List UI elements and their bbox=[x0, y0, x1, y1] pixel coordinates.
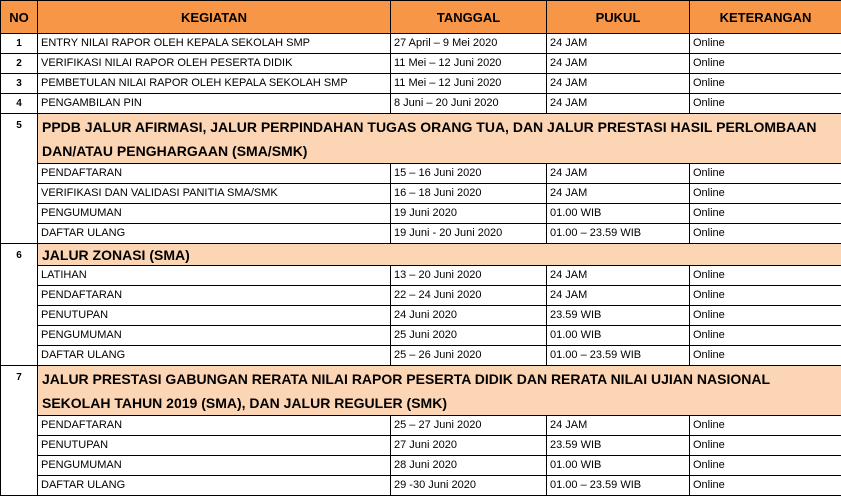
tanggal-cell: 19 Juni - 20 Juni 2020 bbox=[391, 224, 547, 244]
kegiatan-cell: PEMBETULAN NILAI RAPOR OLEH KEPALA SEKOLAH SMP bbox=[38, 74, 391, 94]
table-row bbox=[1, 326, 841, 346]
pukul-cell: 23.59 WIB bbox=[547, 436, 690, 456]
tanggal-cell: 13 – 20 Juni 2020 bbox=[391, 266, 547, 286]
section-number: 6 bbox=[1, 244, 38, 366]
tanggal-cell: 28 Juni 2020 bbox=[391, 456, 547, 476]
keterangan-cell: Online bbox=[690, 184, 841, 204]
keterangan-cell: Online bbox=[690, 326, 841, 346]
section-title: PPDB JALUR AFIRMASI, JALUR PERPINDAHAN TUGAS ORANG TUA, DAN JALUR PRESTASI HASIL PERLOMBAAN DAN/ATAU PENGHARGAAN (SMA/SMK) bbox=[38, 114, 841, 164]
section-row bbox=[1, 366, 841, 416]
pukul-cell: 24 JAM bbox=[547, 94, 690, 114]
tanggal-cell: 19 Juni 2020 bbox=[391, 204, 547, 224]
pukul-cell: 01.00 – 23.59 WIB bbox=[547, 346, 690, 366]
section-row bbox=[1, 114, 841, 164]
header-tanggal: TANGGAL bbox=[391, 1, 547, 34]
tanggal-cell: 15 – 16 Juni 2020 bbox=[391, 164, 547, 184]
table-row bbox=[1, 74, 841, 94]
pukul-cell: 24 JAM bbox=[547, 184, 690, 204]
section-row bbox=[1, 244, 841, 266]
table-row bbox=[1, 266, 841, 286]
kegiatan-cell: PENGUMUMAN bbox=[38, 326, 391, 346]
pukul-cell: 24 JAM bbox=[547, 416, 690, 436]
kegiatan-cell: DAFTAR ULANG bbox=[38, 346, 391, 366]
pukul-cell: 01.00 – 23.59 WIB bbox=[547, 224, 690, 244]
pukul-cell: 01.00 WIB bbox=[547, 456, 690, 476]
keterangan-cell: Online bbox=[690, 224, 841, 244]
table-row bbox=[1, 164, 841, 184]
header-keterangan: KETERANGAN bbox=[690, 1, 841, 34]
kegiatan-cell: PENDAFTARAN bbox=[38, 164, 391, 184]
keterangan-cell: Online bbox=[690, 456, 841, 476]
keterangan-cell: Online bbox=[690, 346, 841, 366]
table-row bbox=[1, 456, 841, 476]
tanggal-cell: 22 – 24 Juni 2020 bbox=[391, 286, 547, 306]
row-number: 1 bbox=[1, 34, 38, 54]
keterangan-cell: Online bbox=[690, 266, 841, 286]
section-number: 5 bbox=[1, 114, 38, 244]
tanggal-cell: 24 Juni 2020 bbox=[391, 306, 547, 326]
pukul-cell: 24 JAM bbox=[547, 34, 690, 54]
pukul-cell: 24 JAM bbox=[547, 286, 690, 306]
tanggal-cell: 29 -30 Juni 2020 bbox=[391, 476, 547, 496]
keterangan-cell: Online bbox=[690, 94, 841, 114]
kegiatan-cell: PENUTUPAN bbox=[38, 306, 391, 326]
table-row bbox=[1, 184, 841, 204]
keterangan-cell: Online bbox=[690, 416, 841, 436]
keterangan-cell: Online bbox=[690, 476, 841, 496]
pukul-cell: 01.00 WIB bbox=[547, 326, 690, 346]
pukul-cell: 24 JAM bbox=[547, 74, 690, 94]
table-row bbox=[1, 224, 841, 244]
kegiatan-cell: VERIFIKASI NILAI RAPOR OLEH PESERTA DIDIK bbox=[38, 54, 391, 74]
section-title: JALUR ZONASI (SMA) bbox=[38, 244, 841, 266]
header-kegiatan: KEGIATAN bbox=[38, 1, 391, 34]
table-row bbox=[1, 54, 841, 74]
section-title: JALUR PRESTASI GABUNGAN RERATA NILAI RAPOR PESERTA DIDIK DAN RERATA NILAI UJIAN NASIONAL SEKOLAH TAHUN 2019 (SMA), DAN JALUR REGULER (SMK) bbox=[38, 366, 841, 416]
table-row bbox=[1, 286, 841, 306]
tanggal-cell: 8 Juni – 20 Juni 2020 bbox=[391, 94, 547, 114]
tanggal-cell: 16 – 18 Juni 2020 bbox=[391, 184, 547, 204]
row-number: 2 bbox=[1, 54, 38, 74]
table-row bbox=[1, 204, 841, 224]
pukul-cell: 24 JAM bbox=[547, 54, 690, 74]
tanggal-cell: 25 – 27 Juni 2020 bbox=[391, 416, 547, 436]
tanggal-cell: 25 Juni 2020 bbox=[391, 326, 547, 346]
kegiatan-cell: DAFTAR ULANG bbox=[38, 476, 391, 496]
table-row bbox=[1, 94, 841, 114]
table-row bbox=[1, 306, 841, 326]
tanggal-cell: 27 Juni 2020 bbox=[391, 436, 547, 456]
row-number: 4 bbox=[1, 94, 38, 114]
table-row bbox=[1, 476, 841, 496]
pukul-cell: 01.00 – 23.59 WIB bbox=[547, 476, 690, 496]
keterangan-cell: Online bbox=[690, 204, 841, 224]
kegiatan-cell: PENUTUPAN bbox=[38, 436, 391, 456]
tanggal-cell: 25 – 26 Juni 2020 bbox=[391, 346, 547, 366]
tanggal-cell: 11 Mei – 12 Juni 2020 bbox=[391, 74, 547, 94]
keterangan-cell: Online bbox=[690, 436, 841, 456]
table-row bbox=[1, 346, 841, 366]
kegiatan-cell: PENDAFTARAN bbox=[38, 286, 391, 306]
kegiatan-cell: PENGAMBILAN PIN bbox=[38, 94, 391, 114]
kegiatan-cell: VERIFIKASI DAN VALIDASI PANITIA SMA/SMK bbox=[38, 184, 391, 204]
pukul-cell: 01.00 WIB bbox=[547, 204, 690, 224]
tanggal-cell: 27 April – 9 Mei 2020 bbox=[391, 34, 547, 54]
pukul-cell: 24 JAM bbox=[547, 266, 690, 286]
pukul-cell: 24 JAM bbox=[547, 164, 690, 184]
kegiatan-cell: PENGUMUMAN bbox=[38, 204, 391, 224]
keterangan-cell: Online bbox=[690, 286, 841, 306]
kegiatan-cell: DAFTAR ULANG bbox=[38, 224, 391, 244]
table-row bbox=[1, 416, 841, 436]
table-row bbox=[1, 34, 841, 54]
header-pukul: PUKUL bbox=[547, 1, 690, 34]
keterangan-cell: Online bbox=[690, 34, 841, 54]
row-number: 3 bbox=[1, 74, 38, 94]
kegiatan-cell: PENGUMUMAN bbox=[38, 456, 391, 476]
kegiatan-cell: LATIHAN bbox=[38, 266, 391, 286]
kegiatan-cell: ENTRY NILAI RAPOR OLEH KEPALA SEKOLAH SMP bbox=[38, 34, 391, 54]
section-number: 7 bbox=[1, 366, 38, 496]
header-no: NO bbox=[1, 1, 38, 34]
tanggal-cell: 11 Mei – 12 Juni 2020 bbox=[391, 54, 547, 74]
header-row bbox=[1, 1, 841, 34]
keterangan-cell: Online bbox=[690, 74, 841, 94]
keterangan-cell: Online bbox=[690, 164, 841, 184]
pukul-cell: 23.59 WIB bbox=[547, 306, 690, 326]
kegiatan-cell: PENDAFTARAN bbox=[38, 416, 391, 436]
keterangan-cell: Online bbox=[690, 54, 841, 74]
keterangan-cell: Online bbox=[690, 306, 841, 326]
table-row bbox=[1, 436, 841, 456]
